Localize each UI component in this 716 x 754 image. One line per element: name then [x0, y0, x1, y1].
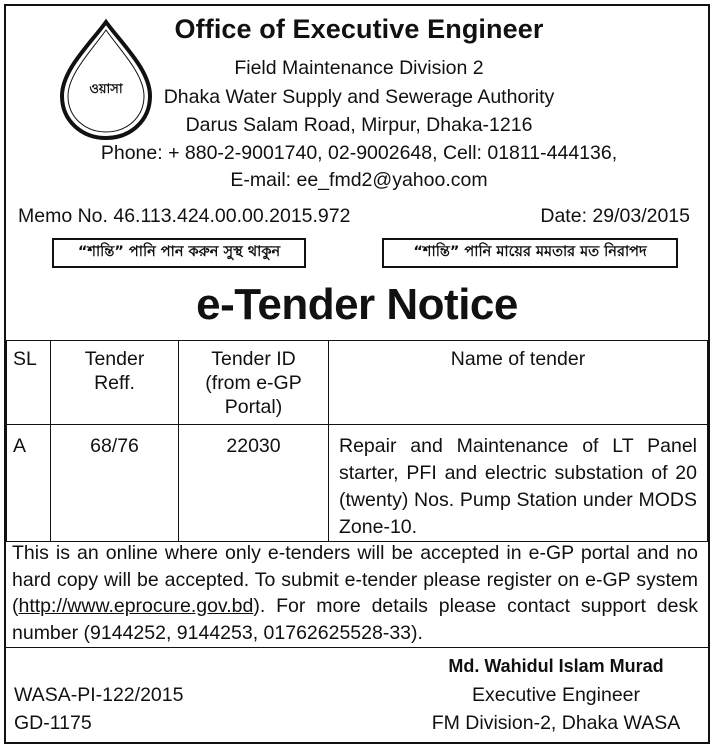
notice-frame	[4, 4, 710, 744]
header-ref-line: Tender	[84, 348, 145, 370]
signatory-name: Md. Wahidul Islam Murad	[448, 656, 664, 676]
pi-reference: WASA-PI-122/2015	[14, 684, 184, 706]
header-tender-id	[179, 341, 329, 425]
notice-title: e-Tender Notice	[196, 280, 518, 329]
memo-number: Memo No. 46.113.424.00.00.2015.972	[18, 205, 351, 227]
table-header-row	[7, 341, 708, 425]
address-line: Darus Salam Road, Mirpur, Dhaka-1216	[185, 114, 533, 136]
header-name-of-tender: Name of tender	[329, 341, 708, 425]
header-tender-ref	[51, 341, 179, 425]
signatory-office: FM Division-2, Dhaka WASA	[431, 712, 681, 734]
table-row	[7, 425, 708, 542]
header-id-line: Tender ID	[211, 348, 296, 370]
memo-row	[18, 205, 690, 228]
logo-text: ওয়াসা	[89, 82, 123, 97]
authority-line: Dhaka Water Supply and Sewerage Authority	[163, 86, 555, 108]
memo-date: Date: 29/03/2015	[540, 205, 690, 227]
phone-line: Phone: + 880-2-9001740, 02-9002648, Cell: 01811-444136,	[100, 142, 618, 164]
eprocure-link[interactable]: http://www.eprocure.gov.bd	[18, 595, 254, 617]
division-line: Field Maintenance Division 2	[234, 57, 484, 79]
header-ref-line: Reff.	[94, 372, 135, 394]
email-line: E-mail: ee_fmd2@yahoo.com	[230, 169, 488, 191]
header-id-line: Portal)	[224, 396, 283, 418]
gd-reference: GD-1175	[14, 712, 92, 734]
header-id-line: (from e-GP	[205, 372, 302, 394]
cell-tender-id: 22030	[179, 425, 329, 542]
cell-tender-ref: 68/76	[51, 425, 179, 542]
slogan-left: “শান্তি” পানি পান করুন সুস্থ থাকুন	[52, 238, 306, 268]
cell-sl: A	[7, 425, 51, 542]
footer-text-intro: This is an online where only e-tenders will be accepted in e-GP portal and no hard copy will be accepted. To submit e-tender please register on e-GP system (	[12, 542, 698, 617]
signatory-designation: Executive Engineer	[471, 684, 641, 706]
section-divider	[6, 647, 708, 648]
office-title: Office of Executive Engineer	[174, 14, 544, 44]
header-sl: SL	[7, 341, 51, 425]
footer-text-contact: ). For more details please contact support desk number (9144252, 9144253, 01762625528-33).	[12, 595, 698, 644]
slogan-right: “শান্তি” পানি মায়ের মমতার মত নিরাপদ	[382, 238, 678, 268]
footer-paragraph	[12, 540, 698, 646]
tender-table	[6, 340, 708, 542]
cell-tender-name: Repair and Maintenance of LT Panel starter, PFI and electric substation of 20 (twenty) Nos. Pump Station under MODS Zone-10.	[329, 425, 708, 542]
